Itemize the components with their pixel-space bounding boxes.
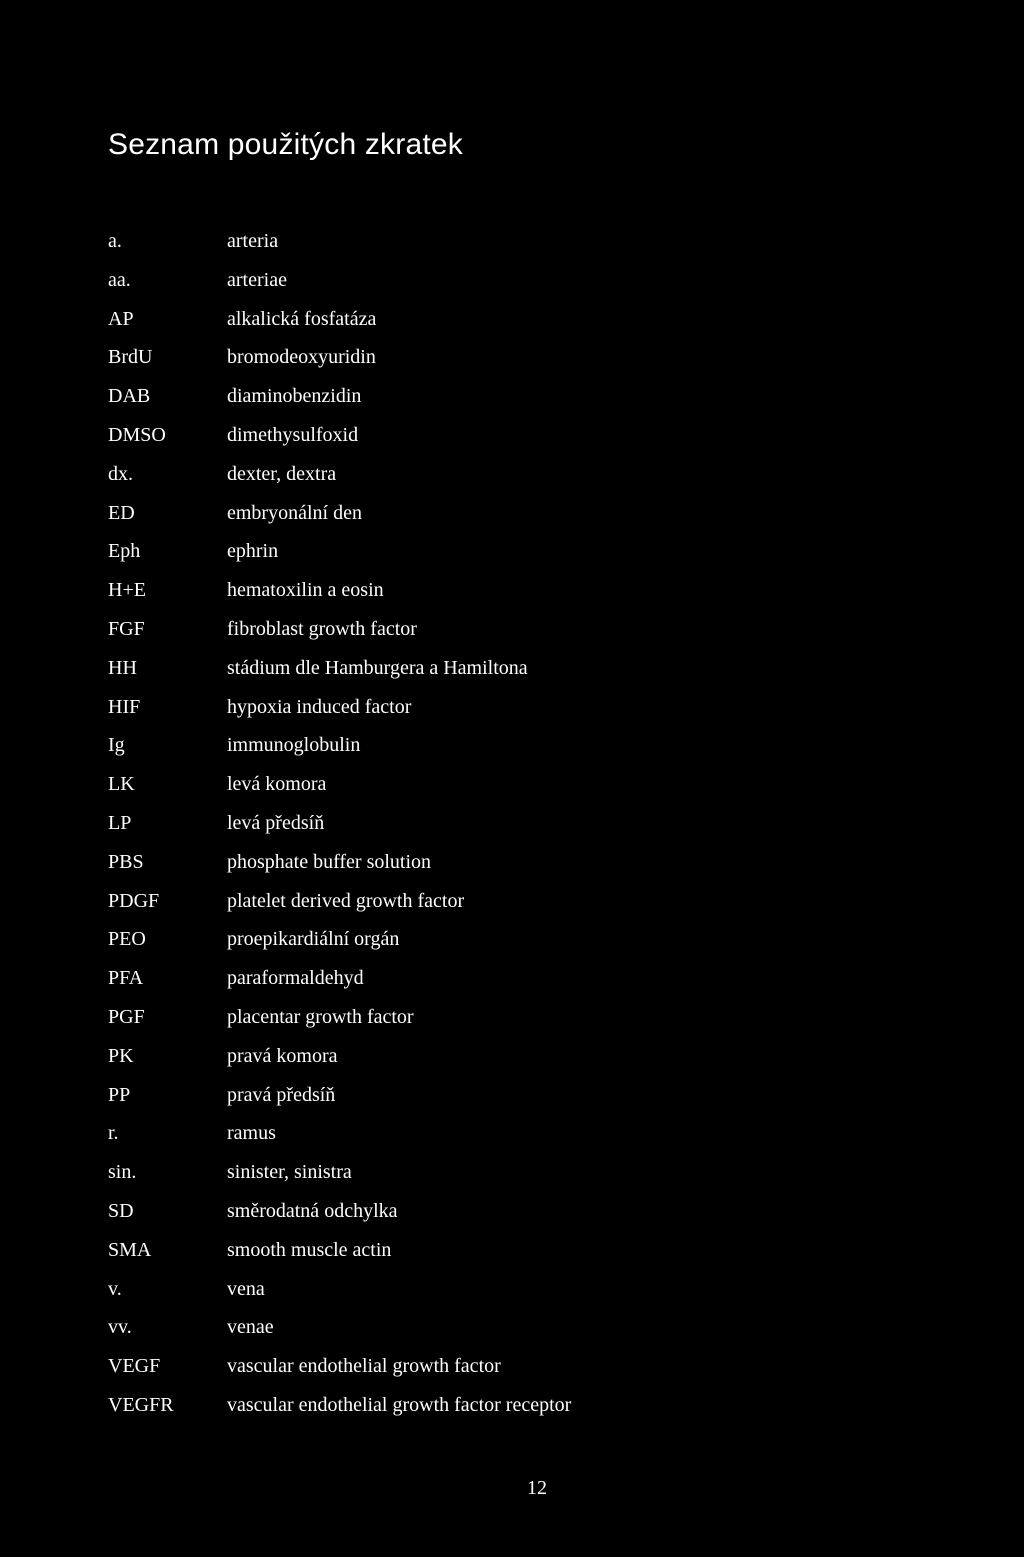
abbreviation: VEGFR [108, 1393, 174, 1416]
list-item [108, 576, 668, 615]
list-item [108, 1081, 668, 1120]
abbreviation-meaning: sinister, sinistra [227, 1161, 352, 1184]
abbreviation: LP [108, 811, 132, 834]
list-item [108, 460, 668, 499]
abbreviation-meaning: levá komora [227, 773, 327, 796]
abbreviation: r. [108, 1122, 119, 1145]
list-item [108, 499, 668, 538]
abbreviation: HH [108, 656, 137, 679]
abbreviation-meaning: venae [227, 1316, 274, 1339]
abbreviation: DAB [108, 385, 151, 408]
abbreviation-meaning: dexter, dextra [227, 462, 337, 485]
abbreviation: PGF [108, 1005, 145, 1028]
list-item [108, 887, 668, 926]
abbreviation: vv. [108, 1316, 132, 1339]
abbreviation-meaning: vascular endothelial growth factor [227, 1355, 501, 1378]
abbreviation-meaning: smooth muscle actin [227, 1238, 392, 1261]
abbreviation: sin. [108, 1161, 137, 1184]
abbreviation: ED [108, 501, 135, 524]
list-item [108, 1352, 668, 1391]
abbreviation: PDGF [108, 889, 160, 912]
list-item [108, 1391, 668, 1430]
abbreviation-meaning: stádium dle Hamburgera a Hamiltona [227, 656, 528, 679]
abbreviation: PK [108, 1044, 134, 1067]
abbreviation-meaning: fibroblast growth factor [227, 617, 417, 640]
list-item [108, 693, 668, 732]
abbreviation-meaning: dimethysulfoxid [227, 423, 359, 446]
list-item [108, 266, 668, 305]
page-number: 12 [527, 1477, 547, 1499]
list-item [108, 1042, 668, 1081]
abbreviation-meaning: vascular endothelial growth factor receptor [227, 1393, 572, 1416]
abbreviation-meaning: vena [227, 1277, 265, 1300]
page-title: Seznam použitých zkratek [108, 128, 463, 161]
abbreviation-meaning: ephrin [227, 540, 279, 563]
abbreviation: dx. [108, 462, 133, 485]
abbreviation-meaning: placentar growth factor [227, 1005, 414, 1028]
list-item [108, 227, 668, 266]
abbreviation-meaning: proepikardiální orgán [227, 928, 400, 951]
list-item [108, 731, 668, 770]
abbreviation: a. [108, 230, 122, 252]
abbreviation-meaning: ramus [227, 1122, 276, 1145]
list-item [108, 770, 668, 809]
abbreviation-meaning: alkalická fosfatáza [227, 307, 377, 330]
abbreviation: FGF [108, 617, 145, 640]
abbreviation: BrdU [108, 346, 153, 369]
abbreviation: VEGF [108, 1355, 161, 1378]
abbreviation: PFA [108, 967, 144, 990]
list-item [108, 343, 668, 382]
list-item [108, 809, 668, 848]
list-item [108, 1236, 668, 1275]
list-item [108, 1003, 668, 1042]
abbreviation-meaning: hypoxia induced factor [227, 695, 412, 718]
abbreviation: AP [108, 307, 134, 330]
abbreviation-meaning: pravá komora [227, 1044, 338, 1067]
abbreviation-meaning: paraformaldehyd [227, 967, 364, 990]
list-item [108, 421, 668, 460]
abbreviation: Eph [108, 540, 141, 563]
list-item [108, 964, 668, 1003]
abbreviation: v. [108, 1277, 122, 1300]
abbreviation-meaning: immunoglobulin [227, 734, 361, 757]
list-item [108, 537, 668, 576]
abbreviation: PP [108, 1083, 131, 1106]
list-item [108, 615, 668, 654]
abbreviation-meaning: bromodeoxyuridin [227, 346, 376, 369]
list-item [108, 848, 668, 887]
list-item [108, 1158, 668, 1197]
list-item [108, 1197, 668, 1236]
abbreviation: LK [108, 773, 135, 796]
abbreviation-meaning: arteriae [227, 268, 287, 291]
list-item [108, 1275, 668, 1314]
abbreviation: DMSO [108, 423, 166, 446]
abbreviation-meaning: embryonální den [227, 501, 362, 524]
abbreviation-meaning: hematoxilin a eosin [227, 579, 384, 602]
list-item [108, 382, 668, 421]
list-item [108, 1313, 668, 1352]
abbreviation: H+E [108, 579, 146, 602]
abbreviation: PBS [108, 850, 144, 873]
abbreviation: Ig [108, 734, 125, 757]
abbreviation: HIF [108, 695, 141, 718]
abbreviation-meaning: pravá předsíň [227, 1083, 336, 1106]
abbreviation: SMA [108, 1238, 152, 1261]
list-item [108, 925, 668, 964]
abbreviation-meaning: diaminobenzidin [227, 385, 362, 408]
list-item [108, 654, 668, 693]
abbreviation-meaning: levá předsíň [227, 811, 325, 834]
abbreviation-meaning: phosphate buffer solution [227, 850, 432, 873]
abbreviation-list [108, 227, 668, 1430]
abbreviation-meaning: arteria [227, 230, 279, 252]
abbreviation-meaning: platelet derived growth factor [227, 889, 465, 912]
abbreviation: aa. [108, 268, 131, 291]
abbreviation: PEO [108, 928, 146, 951]
abbreviation-meaning: směrodatná odchylka [227, 1199, 398, 1222]
list-item [108, 305, 668, 344]
list-item [108, 1119, 668, 1158]
abbreviation: SD [108, 1199, 134, 1222]
